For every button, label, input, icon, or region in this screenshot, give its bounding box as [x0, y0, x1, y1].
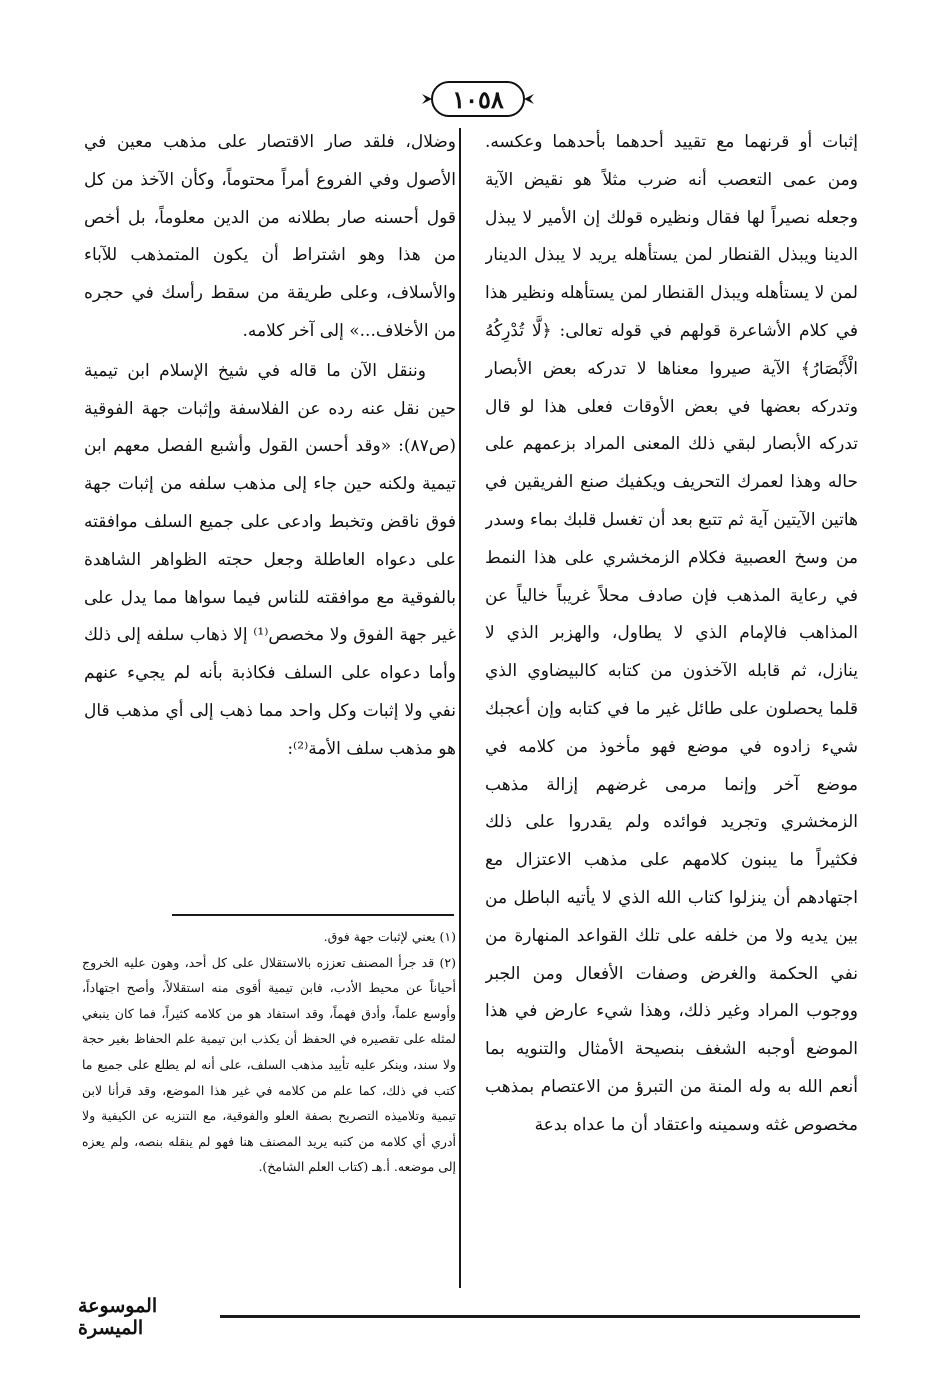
right-column	[485, 124, 858, 1264]
footnote-1: (١) يعني لإثبات جهة فوق.	[323, 929, 456, 944]
footnotes	[82, 924, 456, 1264]
footnote-2: (٢) قد جرأ المصنف تعززه بالاستقلال على كل أحد، وهون عليه الخروج أحياناً عن محيط الأدب، فابن تيمية أقوى منه استقلالاً، وأصح اجتهاداً، وأوسع علماً، وأدق فهماً، وقد استفاد هو من كلامه كثيراً، فما كان ينبغي لمثله على تقصيره في الحفظ أن يكذب ابن تيمية علم الحفاظ بغير حجة ولا سند، وينكر عليه تأييد مذهب السلف، على أنه لم يطلع على جميع ما كتب في ذلك، كما علم من كلامه في غير هذا الموضع، وقد قرأنا لابن تيمية وتلاميذه التصريح بصفة العلو والفوقية، مع التنزيه عن الكيفية ولا أدري أي كلامه من كتبه يريد المصنف هنا فهو لم ينقله بنصه، ولم يعزه إلى موضعه. أ.هـ (كتاب العلم الشامخ).	[82, 954, 456, 1175]
page-number-frame	[418, 78, 538, 120]
footer-rule	[220, 1315, 860, 1318]
left-column	[84, 124, 456, 854]
left-column-paragraph-2: وننقل الآن ما قاله في شيخ الإسلام ابن تيمية حين نقل عنه رده عن الفلاسفة وإثبات جهة الفوقية (ص٨٧): «وقد أحسن القول وأشبع الفصل معهم ابن تيمية ولكنه حين جاء إلى مذهب سلفه من إثبات جهة فوق ناقض وتخبط وادعى على جميع السلف موافقته على دعواه العاطلة وجعل حجته الظواهر الشاهدة بالفوقية مع موافقته للناس فيما سواها مما يدل على غير جهة الفوق ولا مخصص⁽¹⁾ إلا ذهاب سلفه إلى ذلك وأما دعواه على السلف فكاذبة بأنه لم يجيء عنهم نفي ولا إثبات وكل واحد مما ذهب إلى أي مذهب قال هو مذهب سلف الأمة⁽²⁾:	[84, 360, 456, 759]
right-column-text: إثبات أو قرنهما مع تقييد أحدهما بأحدهما وعكسه. ومن عمى التعصب أنه ضرب مثلاً هو نقيض الآية وجعله نصيراً لها فقال ونظيره قولك إن الأمير لا يبذل الدينا ويبذل القنطار لمن يستأهله يريد لا يبذل الدينار لمن لا يستأهله ويبذل القنطار لمن يستأهله ونظير هذا في كلام الأشاعرة قولهم في قوله تعالى: ﴿لَّا تُدْرِكُهُ الْأَبْصَارُ﴾ الآية صيروا معناها لا تدركه بعض الأبصار وتدركه بعضها في بعض الأوقات فعلى هذا لو قال تدركه الأبصار لبقي ذلك المعنى المراد بزعمهم على حاله وهذا لعمرك التحريف ويكفيك صنع الفريقين في هاتين الآيتين آية ثم تتبع بعد أن تغسل قلبك بماء وسدر من وسخ العصبية فكلام الزمخشري على هذا النمط في رعاية المذهب فإن صادف محلاً غريباً خالياً عن المذاهب فالإمام الذي لا يطاول، والهزبر الذي لا ينازل، ثم قابله الآخذون من كتابه كالبيضاوي الذي قلما يحصلون على طائل غير ما في كتابه وإن أعجبك شيء زادوه في موضع فهو مأخوذ من كلامه في موضع آخر وإنما مرمى غرضهم إزالة مذهب الزمخشري وتجريد فوائده ولم يقدروا على ذلك فكثيراً ما يبنون كلامهم على مذهب الاعتزال مع اجتهادهم أن ينزلوا كتاب الله الذي لا يأتيه الباطل من بين يديه ولا من خلفه على تلك القواعد المنهارة من نفي الحكمة والغرض وصفات الأفعال ومن الجبر ووجوب المراد وغير ذلك، وهذا شيء عارض في هذا الموضع أوجبه الشغف بنصيحة الأمثال والتنويه بما أنعم الله به وله المنة من التبرؤ من الاعتصام بمذهب مخصوص غثه وسمينه واعتقاد أن ما عداه بدعة	[485, 132, 858, 1135]
footnote-separator	[172, 914, 454, 916]
column-divider	[459, 128, 461, 1288]
left-column-paragraph-1: وضلال، فلقد صار الاقتصار على مذهب معين في الأصول وفي الفروع أمراً محتوماً، وكأن الآخذ من كل قول أحسنه صار بطلانه من الدين معلوماً، بل أخص من هذا وهو اشتراط أن يكون المتمذهب للآباء والأسلاف، وعلى طريقة من سقط رأسك في حجره من الأخلاف...» إلى آخر كلامه.	[84, 132, 456, 341]
footer-title: الموسوعة الميسرة	[78, 1295, 158, 1339]
page-number: ١٠٥٨	[452, 85, 504, 114]
